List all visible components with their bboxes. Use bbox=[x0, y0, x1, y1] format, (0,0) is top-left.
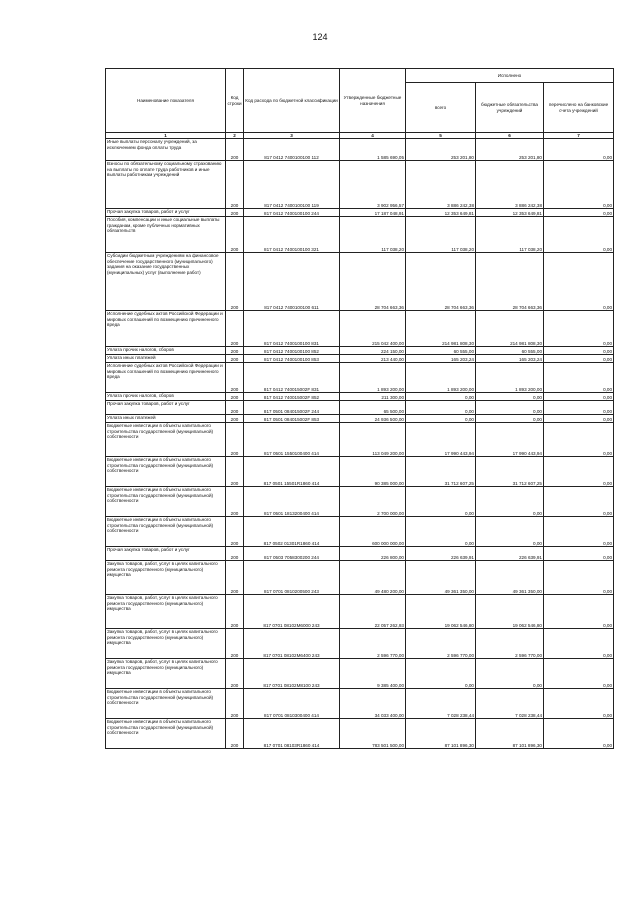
row-budget-obligations: 87 101 896,30 bbox=[476, 719, 544, 749]
row-name: Прочая закупка товаров, работ и услуг bbox=[106, 401, 226, 415]
table-row bbox=[106, 517, 614, 547]
row-executed-total: 17 990 443,94 bbox=[406, 423, 476, 457]
row-name: Уплата прочих налогов, сборов bbox=[106, 347, 226, 355]
row-budget-code: 817 0501 084015002F 853 bbox=[244, 415, 340, 423]
row-budget-code: 817 0503 7058300200 244 bbox=[244, 547, 340, 561]
table-body bbox=[106, 139, 614, 749]
row-executed-total: 0,00 bbox=[406, 517, 476, 547]
row-line-code: 200 bbox=[226, 253, 244, 311]
row-name: Бюджетные инвестиции в объекты капитального строительства государственной (муниципальной) собственности bbox=[106, 423, 226, 457]
table-row bbox=[106, 561, 614, 595]
table-row bbox=[106, 363, 614, 393]
row-line-code: 200 bbox=[226, 517, 244, 547]
table-row bbox=[106, 161, 614, 209]
row-executed-total: 28 704 663,36 bbox=[406, 253, 476, 311]
row-bank-transfer: 0,00 bbox=[544, 139, 614, 161]
row-name: Субсидии бюджетным учреждениям на финансовое обеспечение государственного (муниципального) задания на оказание государственных (муниципальных) услуг (выполнение работ) bbox=[106, 253, 226, 311]
row-name: Закупка товаров, работ, услуг в целях капитального ремонта государственного (муниципального) имущества bbox=[106, 659, 226, 689]
row-line-code: 200 bbox=[226, 311, 244, 347]
header-budget-obligations: бюджетные обязательства учреждений bbox=[476, 83, 544, 133]
row-executed-total: 31 712 607,25 bbox=[406, 457, 476, 487]
row-budget-obligations: 3 886 242,38 bbox=[476, 161, 544, 209]
row-approved: 113 049 200,00 bbox=[340, 423, 406, 457]
row-bank-transfer: 0,00 bbox=[544, 401, 614, 415]
header-name: Наименование показателя bbox=[106, 69, 226, 133]
row-line-code: 200 bbox=[226, 209, 244, 217]
row-executed-total: 87 101 896,30 bbox=[406, 719, 476, 749]
page-number: 124 bbox=[312, 32, 328, 42]
row-bank-transfer: 0,00 bbox=[544, 347, 614, 355]
row-budget-obligations: 214 981 808,30 bbox=[476, 311, 544, 347]
row-approved: 600 000 000,00 bbox=[340, 517, 406, 547]
table-row bbox=[106, 629, 614, 659]
table-row bbox=[106, 217, 614, 253]
table-row bbox=[106, 457, 614, 487]
row-line-code: 200 bbox=[226, 629, 244, 659]
row-line-code: 200 bbox=[226, 457, 244, 487]
row-budget-obligations: 1 893 200,00 bbox=[476, 363, 544, 393]
row-name: Исполнение судебных актов Российской Федерации и мировых соглашений по возмещению причиненного вреда bbox=[106, 363, 226, 393]
row-approved: 9 385 400,00 bbox=[340, 659, 406, 689]
row-name: Прочая закупка товаров, работ и услуг bbox=[106, 547, 226, 561]
row-name: Закупка товаров, работ, услуг в целях капитального ремонта государственного (муниципального) имущества bbox=[106, 561, 226, 595]
row-line-code: 200 bbox=[226, 415, 244, 423]
row-bank-transfer: 0,00 bbox=[544, 423, 614, 457]
column-number: 4 bbox=[340, 133, 406, 139]
row-approved: 3 902 956,57 bbox=[340, 161, 406, 209]
row-budget-code: 817 0412 7400100100 112 bbox=[244, 139, 340, 161]
row-budget-obligations: 253 201,80 bbox=[476, 139, 544, 161]
row-budget-obligations: 226 639,91 bbox=[476, 547, 544, 561]
row-approved: 65 500,00 bbox=[340, 401, 406, 415]
row-executed-total: 0,00 bbox=[406, 659, 476, 689]
row-budget-obligations: 49 361 350,00 bbox=[476, 561, 544, 595]
row-budget-code: 817 0501 084015002F 244 bbox=[244, 401, 340, 415]
header-total: всего bbox=[406, 83, 476, 133]
row-approved: 215 042 400,00 bbox=[340, 311, 406, 347]
row-line-code: 200 bbox=[226, 689, 244, 719]
row-approved: 211 300,00 bbox=[340, 393, 406, 401]
row-bank-transfer: 0,00 bbox=[544, 595, 614, 629]
row-executed-total: 0,00 bbox=[406, 415, 476, 423]
row-budget-obligations: 31 712 607,25 bbox=[476, 457, 544, 487]
row-budget-obligations: 7 028 238,44 bbox=[476, 689, 544, 719]
row-executed-total: 0,00 bbox=[406, 401, 476, 415]
row-bank-transfer: 0,00 bbox=[544, 517, 614, 547]
row-line-code: 200 bbox=[226, 363, 244, 393]
row-line-code: 200 bbox=[226, 393, 244, 401]
row-budget-code: 817 0502 01301R1860 414 bbox=[244, 517, 340, 547]
column-number: 6 bbox=[476, 133, 544, 139]
row-line-code: 200 bbox=[226, 217, 244, 253]
row-budget-obligations: 0,00 bbox=[476, 393, 544, 401]
row-approved: 17 187 048,91 bbox=[340, 209, 406, 217]
row-executed-total: 1 893 200,00 bbox=[406, 363, 476, 393]
row-budget-obligations: 0,00 bbox=[476, 487, 544, 517]
row-budget-obligations: 19 062 546,80 bbox=[476, 595, 544, 629]
table-row bbox=[106, 719, 614, 749]
row-budget-obligations: 28 704 663,36 bbox=[476, 253, 544, 311]
row-bank-transfer: 0,00 bbox=[544, 719, 614, 749]
row-line-code: 200 bbox=[226, 487, 244, 517]
row-line-code: 200 bbox=[226, 547, 244, 561]
row-budget-obligations: 0,00 bbox=[476, 659, 544, 689]
row-name: Бюджетные инвестиции в объекты капитального строительства государственной (муниципальной) собственности bbox=[106, 487, 226, 517]
row-executed-total: 49 361 350,00 bbox=[406, 561, 476, 595]
row-line-code: 200 bbox=[226, 719, 244, 749]
row-name: Уплата иных платежей bbox=[106, 415, 226, 423]
row-budget-code: 817 0701 0810200500 243 bbox=[244, 561, 340, 595]
row-line-code: 200 bbox=[226, 355, 244, 363]
row-approved: 28 704 663,36 bbox=[340, 253, 406, 311]
row-approved: 34 033 400,00 bbox=[340, 689, 406, 719]
column-number: 5 bbox=[406, 133, 476, 139]
row-budget-code: 817 0412 7400100100 119 bbox=[244, 161, 340, 209]
row-budget-obligations: 60 555,00 bbox=[476, 347, 544, 355]
row-executed-total: 226 639,91 bbox=[406, 547, 476, 561]
row-budget-code: 817 0701 08102M8100 243 bbox=[244, 659, 340, 689]
row-bank-transfer: 0,00 bbox=[544, 311, 614, 347]
row-name: Бюджетные инвестиции в объекты капитального строительства государственной (муниципальной) собственности bbox=[106, 457, 226, 487]
row-name: Бюджетные инвестиции в объекты капитального строительства государственной (муниципальной) собственности bbox=[106, 689, 226, 719]
row-bank-transfer: 0,00 bbox=[544, 547, 614, 561]
row-bank-transfer: 0,00 bbox=[544, 689, 614, 719]
row-bank-transfer: 0,00 bbox=[544, 561, 614, 595]
row-budget-code: 817 0412 7400100100 852 bbox=[244, 347, 340, 355]
table-row bbox=[106, 393, 614, 401]
row-approved: 24 936 500,00 bbox=[340, 415, 406, 423]
row-approved: 1 585 690,05 bbox=[340, 139, 406, 161]
row-budget-obligations: 2 596 770,00 bbox=[476, 629, 544, 659]
row-bank-transfer: 0,00 bbox=[544, 457, 614, 487]
row-name: Иные выплаты персоналу учреждений, за исключением фонда оплаты труда bbox=[106, 139, 226, 161]
row-line-code: 200 bbox=[226, 595, 244, 629]
table-row bbox=[106, 423, 614, 457]
row-executed-total: 7 028 238,44 bbox=[406, 689, 476, 719]
table-row bbox=[106, 689, 614, 719]
row-executed-total: 214 981 808,30 bbox=[406, 311, 476, 347]
row-executed-total: 3 886 242,38 bbox=[406, 161, 476, 209]
row-approved: 783 501 500,00 bbox=[340, 719, 406, 749]
row-approved: 1 893 200,00 bbox=[340, 363, 406, 393]
row-budget-code: 817 0501 1550100400 414 bbox=[244, 423, 340, 457]
row-budget-code: 817 0412 740015002F 852 bbox=[244, 393, 340, 401]
header-approved: Утвержденные бюджетные назначения bbox=[340, 69, 406, 133]
row-bank-transfer: 0,00 bbox=[544, 217, 614, 253]
table-row bbox=[106, 311, 614, 347]
row-approved: 22 057 262,93 bbox=[340, 595, 406, 629]
row-bank-transfer: 0,00 bbox=[544, 393, 614, 401]
row-line-code: 200 bbox=[226, 561, 244, 595]
row-name: Взносы по обязательному социальному страхованию на выплаты по оплате труда работников и иные выплаты работникам учреждений bbox=[106, 161, 226, 209]
row-bank-transfer: 0,00 bbox=[544, 363, 614, 393]
row-executed-total: 253 201,80 bbox=[406, 139, 476, 161]
row-approved: 117 038,20 bbox=[340, 217, 406, 253]
row-name: Прочая закупка товаров, работ и услуг bbox=[106, 209, 226, 217]
table-row bbox=[106, 595, 614, 629]
row-executed-total: 12 353 649,81 bbox=[406, 209, 476, 217]
row-bank-transfer: 0,00 bbox=[544, 253, 614, 311]
table-row bbox=[106, 209, 614, 217]
row-name: Уплата прочих налогов, сборов bbox=[106, 393, 226, 401]
row-line-code: 200 bbox=[226, 401, 244, 415]
row-approved: 2 596 770,00 bbox=[340, 629, 406, 659]
row-budget-code: 817 0412 7400100100 611 bbox=[244, 253, 340, 311]
row-approved: 49 480 200,00 bbox=[340, 561, 406, 595]
row-budget-code: 817 0412 7400100100 321 bbox=[244, 217, 340, 253]
row-budget-obligations: 12 353 649,81 bbox=[476, 209, 544, 217]
row-executed-total: 60 555,00 bbox=[406, 347, 476, 355]
header-budget-code: Код расхода по бюджетной классификации bbox=[244, 69, 340, 133]
row-approved: 2 700 000,00 bbox=[340, 487, 406, 517]
row-executed-total: 117 038,20 bbox=[406, 217, 476, 253]
table-row bbox=[106, 253, 614, 311]
row-bank-transfer: 0,00 bbox=[544, 209, 614, 217]
table-row bbox=[106, 415, 614, 423]
row-bank-transfer: 0,00 bbox=[544, 415, 614, 423]
row-name: Закупка товаров, работ, услуг в целях капитального ремонта государственного (муниципального) имущества bbox=[106, 595, 226, 629]
row-name: Исполнение судебных актов Российской Федерации и мировых соглашений по возмещению причиненного вреда bbox=[106, 311, 226, 347]
row-approved: 213 440,00 bbox=[340, 355, 406, 363]
table-row bbox=[106, 355, 614, 363]
row-budget-code: 817 0501 15501R1860 414 bbox=[244, 457, 340, 487]
row-budget-obligations: 0,00 bbox=[476, 415, 544, 423]
table-row bbox=[106, 347, 614, 355]
row-name: Закупка товаров, работ, услуг в целях капитального ремонта государственного (муниципального) имущества bbox=[106, 629, 226, 659]
row-budget-code: 817 0501 1813200400 414 bbox=[244, 487, 340, 517]
table-row bbox=[106, 139, 614, 161]
header-bank-transfer: перечислено на банковские счета учреждений bbox=[544, 83, 614, 133]
row-budget-code: 817 0701 0810300400 414 bbox=[244, 689, 340, 719]
row-budget-obligations: 0,00 bbox=[476, 517, 544, 547]
budget-execution-table bbox=[105, 68, 614, 749]
row-line-code: 200 bbox=[226, 347, 244, 355]
row-budget-code: 817 0701 08102M6400 243 bbox=[244, 629, 340, 659]
row-line-code: 200 bbox=[226, 659, 244, 689]
column-number: 2 bbox=[226, 133, 244, 139]
row-executed-total: 0,00 bbox=[406, 393, 476, 401]
row-bank-transfer: 0,00 bbox=[544, 487, 614, 517]
header-line-code: Код строки bbox=[226, 69, 244, 133]
table-row bbox=[106, 487, 614, 517]
column-number: 3 bbox=[244, 133, 340, 139]
row-budget-code: 817 0412 7400100100 831 bbox=[244, 311, 340, 347]
header-executed: Исполнено bbox=[406, 69, 614, 83]
row-executed-total: 19 062 546,80 bbox=[406, 595, 476, 629]
row-line-code: 200 bbox=[226, 139, 244, 161]
row-name: Уплата иных платежей bbox=[106, 355, 226, 363]
row-approved: 90 385 000,00 bbox=[340, 457, 406, 487]
row-executed-total: 2 596 770,00 bbox=[406, 629, 476, 659]
row-budget-obligations: 165 203,24 bbox=[476, 355, 544, 363]
row-budget-obligations: 0,00 bbox=[476, 401, 544, 415]
row-line-code: 200 bbox=[226, 423, 244, 457]
row-budget-code: 817 0412 7400100100 853 bbox=[244, 355, 340, 363]
row-bank-transfer: 0,00 bbox=[544, 161, 614, 209]
row-budget-obligations: 117 038,20 bbox=[476, 217, 544, 253]
row-approved: 226 800,00 bbox=[340, 547, 406, 561]
row-bank-transfer: 0,00 bbox=[544, 355, 614, 363]
row-budget-code: 817 0701 08103R1860 414 bbox=[244, 719, 340, 749]
row-executed-total: 0,00 bbox=[406, 487, 476, 517]
row-bank-transfer: 0,00 bbox=[544, 659, 614, 689]
column-number: 1 bbox=[106, 133, 226, 139]
row-budget-code: 817 0701 08102M6000 243 bbox=[244, 595, 340, 629]
column-number: 7 bbox=[544, 133, 614, 139]
row-executed-total: 165 203,24 bbox=[406, 355, 476, 363]
table-row bbox=[106, 547, 614, 561]
row-budget-code: 817 0412 740015002F 831 bbox=[244, 363, 340, 393]
table-row bbox=[106, 659, 614, 689]
table-row bbox=[106, 401, 614, 415]
row-budget-obligations: 17 990 443,94 bbox=[476, 423, 544, 457]
row-approved: 224 150,00 bbox=[340, 347, 406, 355]
row-name: Бюджетные инвестиции в объекты капитального строительства государственной (муниципальной) собственности bbox=[106, 517, 226, 547]
row-bank-transfer: 0,00 bbox=[544, 629, 614, 659]
row-name: Пособия, компенсации и иные социальные выплаты гражданам, кроме публичных нормативных обязательств bbox=[106, 217, 226, 253]
row-name: Бюджетные инвестиции в объекты капитального строительства государственной (муниципальной) собственности bbox=[106, 719, 226, 749]
row-budget-code: 817 0412 7400100100 244 bbox=[244, 209, 340, 217]
row-line-code: 200 bbox=[226, 161, 244, 209]
